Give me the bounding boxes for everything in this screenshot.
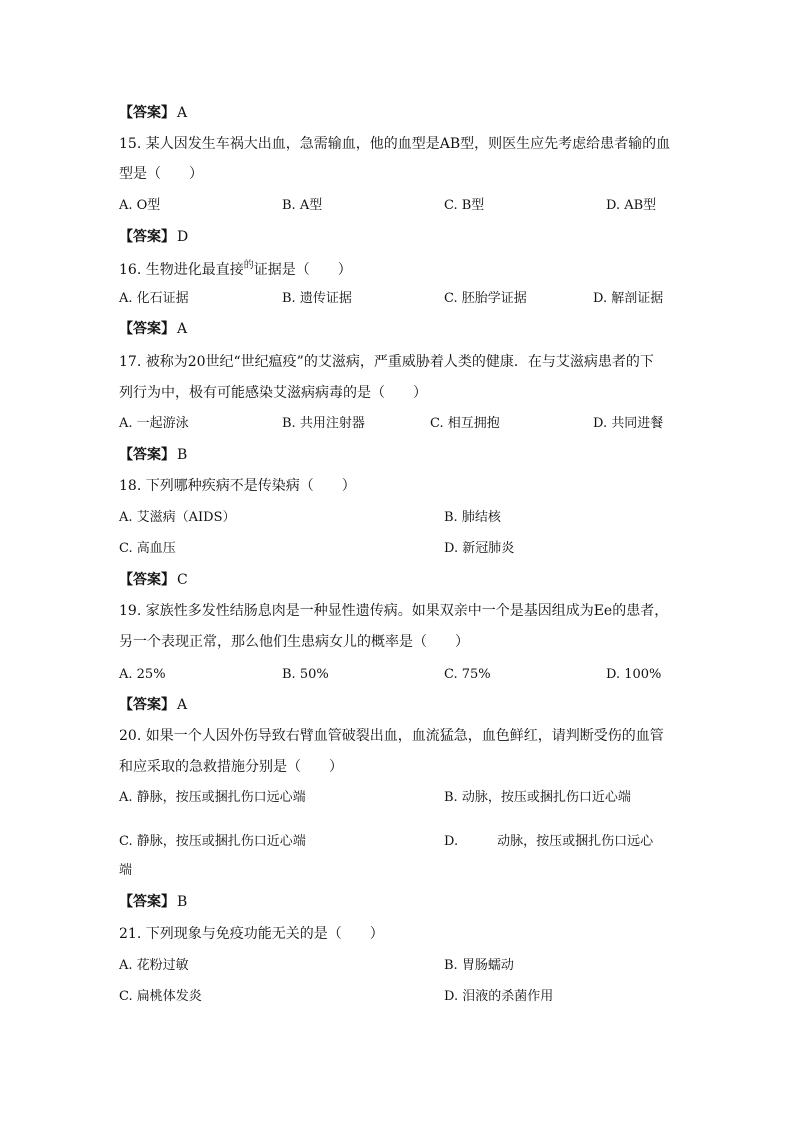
question-17-line1: 17. 被称为20世纪“世纪瘟疫”的艾滋病，严重威胁着人类的健康．在与艾滋病患者的下 <box>119 354 654 370</box>
answer-q18 <box>119 571 188 589</box>
q16-option-d: D. 解剖证据 <box>593 291 664 306</box>
answer-label: 【答案】 <box>119 697 175 713</box>
answer-label: 【答案】 <box>119 229 175 245</box>
answer-label: 【答案】 <box>119 894 175 910</box>
q17-option-a: A. 一起游泳 <box>119 416 189 431</box>
answer-letter: A <box>177 321 188 337</box>
q20-option-a: A. 静脉，按压或捆扎伤口远心端 <box>119 790 306 805</box>
answer-q15 <box>119 228 188 246</box>
q18-option-a: A. 艾滋病（AIDS） <box>119 510 236 525</box>
q16-option-c: C. 胚胎学证据 <box>444 291 527 306</box>
answer-letter: C <box>177 572 188 588</box>
answer-label: 【答案】 <box>119 321 175 337</box>
question-21-line1: 21. 下列现象与免疫功能无关的是（ ） <box>119 926 384 942</box>
q20-option-d-wrap: 端 <box>119 863 133 878</box>
answer-q17 <box>119 446 187 464</box>
q19-option-a: A. 25% <box>119 667 166 682</box>
question-19-line2: 另一个表现正常，那么他们生患病女儿的概率是（ ） <box>119 634 469 650</box>
question-15-line2: 型是（ ） <box>119 166 203 182</box>
q21-option-d: D. 泪液的杀菌作用 <box>444 989 554 1004</box>
q21-option-c: C. 扁桃体发炎 <box>119 989 202 1004</box>
q17-option-c: C. 相互拥抱 <box>430 416 500 431</box>
question-17-line2: 列行为中，极有可能感染艾滋病病毒的是（ ） <box>119 385 427 401</box>
answer-label: 【答案】 <box>119 447 175 463</box>
q21-option-a: A. 花粉过敏 <box>119 958 189 973</box>
answer-label: 【答案】 <box>119 105 175 121</box>
answer-letter: B <box>177 894 188 910</box>
q16-text-b: 证据是（ ） <box>253 262 352 278</box>
answer-letter: B <box>177 447 188 463</box>
answer-letter: A <box>177 697 188 713</box>
q15-option-d: D. AB型 <box>606 198 657 213</box>
answer-q20 <box>119 893 187 911</box>
answer-q16 <box>119 320 187 338</box>
q19-option-d: D. 100% <box>606 667 662 682</box>
question-18-line1: 18. 下列哪种疾病不是传染病（ ） <box>119 478 356 494</box>
answer-label: 【答案】 <box>119 572 175 588</box>
q15-option-c: C. B型 <box>444 198 485 213</box>
question-20-line1: 20. 如果一个人因外伤导致右臂血管破裂出血，血流猛急，血色鲜红，请判断受伤的血管 <box>119 728 664 744</box>
answer-letter: D <box>177 229 189 245</box>
q15-option-b: B. A型 <box>282 198 323 213</box>
answer-q19 <box>119 696 187 714</box>
question-15-line1: 15. 某人因发生车祸大出血，急需输血，他的血型是AB型，则医生应先考虑给患者输的血 <box>119 136 671 152</box>
question-20-line2: 和应采取的急救措施分别是（ ） <box>119 759 343 775</box>
q16-superscript: 的 <box>243 260 254 271</box>
q18-option-c: C. 高血压 <box>119 541 176 556</box>
q18-option-d: D. 新冠肺炎 <box>444 541 515 556</box>
q16-option-a: A. 化石证据 <box>119 291 189 306</box>
q15-option-a: A. O型 <box>119 198 161 213</box>
question-19-line1: 19. 家族性多发性结肠息肉是一种显性遗传病。如果双亲中一个是基因组成为Ee的患者， <box>119 603 669 619</box>
q20-option-d: D. 动脉，按压或捆扎伤口远心 <box>444 834 654 849</box>
q16-option-b: B. 遗传证据 <box>282 291 352 306</box>
q19-option-c: C. 75% <box>444 667 491 682</box>
q21-option-b: B. 胃肠蠕动 <box>444 958 514 973</box>
q17-option-b: B. 共用注射器 <box>282 416 365 431</box>
q20-option-b: B. 动脉，按压或捆扎伤口近心端 <box>444 790 631 805</box>
q20-option-c: C. 静脉，按压或捆扎伤口近心端 <box>119 834 306 849</box>
q19-option-b: B. 50% <box>282 667 329 682</box>
q16-text-a: 16. 生物进化最直接 <box>119 262 244 278</box>
answer-q14 <box>119 104 187 122</box>
q18-option-b: B. 肺结核 <box>444 510 501 525</box>
q17-option-d: D. 共同进餐 <box>593 416 664 431</box>
answer-letter: A <box>177 105 188 121</box>
question-16-line1 <box>119 261 352 281</box>
